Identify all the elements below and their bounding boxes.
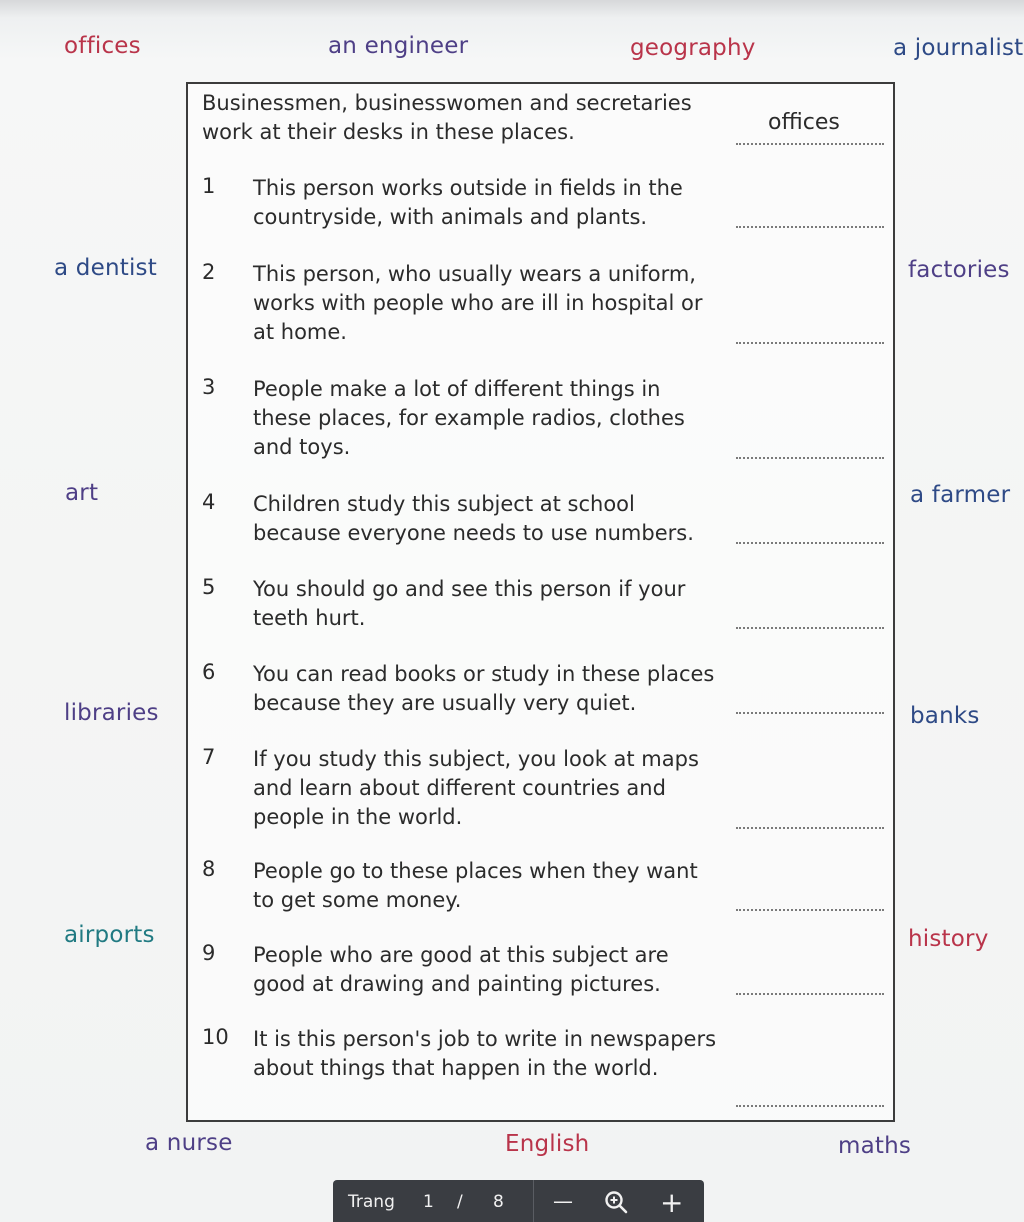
question-number: 6 [202, 660, 216, 684]
answer-line[interactable] [736, 993, 884, 995]
question-number: 5 [202, 575, 216, 599]
word-history: history [908, 926, 989, 952]
question-number: 3 [202, 375, 216, 399]
page-separator: / [457, 1192, 463, 1212]
word-art: art [65, 480, 99, 506]
word-a-farmer: a farmer [910, 482, 1011, 508]
word-libraries: libraries [64, 700, 159, 726]
toolbar-divider [533, 1180, 534, 1222]
question-number: 7 [202, 745, 216, 769]
page-label: Trang [348, 1192, 395, 1212]
question-number: 9 [202, 941, 216, 965]
word-a-journalist: a journalist [893, 35, 1024, 61]
question-text: This person, who usually wears a uniform, works with people who are ill in hospital or at home. [253, 262, 703, 344]
zoom-icon[interactable] [603, 1189, 629, 1220]
question-number: 10 [202, 1025, 229, 1049]
word-a-dentist: a dentist [54, 255, 157, 281]
answer-line[interactable] [736, 827, 884, 829]
viewer-toolbar [333, 1180, 704, 1222]
word-english: English [505, 1131, 590, 1157]
question-number: 1 [202, 174, 216, 198]
word-an-engineer: an engineer [328, 33, 469, 59]
answer-line[interactable] [736, 909, 884, 911]
answer-line[interactable] [736, 457, 884, 459]
answer-line[interactable] [736, 143, 884, 145]
exercise-box [186, 82, 895, 1122]
total-pages: 8 [493, 1192, 504, 1212]
word-airports: airports [64, 922, 155, 948]
question-text: Children study this subject at school because everyone needs to use numbers. [253, 492, 694, 545]
word-geography: geography [630, 35, 756, 61]
answer-line[interactable] [736, 627, 884, 629]
answer-line[interactable] [736, 342, 884, 344]
question-text: You can read books or study in these places because they are usually very quiet. [253, 662, 715, 715]
answer-line[interactable] [736, 712, 884, 714]
word-banks: banks [910, 703, 980, 729]
question-text: People who are good at this subject are good at drawing and painting pictures. [253, 943, 669, 996]
question-text: People make a lot of different things in these places, for example radios, clothes and toys. [253, 377, 685, 459]
word-maths: maths [838, 1133, 912, 1159]
question-number: 8 [202, 857, 216, 881]
word-factories: factories [908, 257, 1010, 283]
question-text: You should go and see this person if your teeth hurt. [253, 577, 686, 630]
question-number: 2 [202, 260, 216, 284]
current-page-input[interactable]: 1 [423, 1192, 434, 1212]
zoom-in-button[interactable]: + [660, 1186, 684, 1219]
word-a-nurse: a nurse [145, 1130, 233, 1156]
question-text: If you study this subject, you look at maps and learn about different countries and people in the world. [253, 747, 699, 829]
zoom-out-button[interactable]: — [553, 1189, 573, 1213]
answer-line[interactable] [736, 226, 884, 228]
answer-line[interactable] [736, 542, 884, 544]
question-text: People go to these places when they want to get some money. [253, 859, 698, 912]
question-text: It is this person's job to write in newspapers about things that happen in the world. [253, 1027, 717, 1080]
question-number: 4 [202, 490, 216, 514]
question-text: This person works outside in fields in the countryside, with animals and plants. [253, 176, 683, 229]
word-offices: offices [64, 33, 141, 59]
example-text: Businessmen, businesswomen and secretaries work at their desks in these places. [202, 91, 692, 144]
example-answer: offices [768, 110, 840, 135]
answer-line[interactable] [736, 1105, 884, 1107]
